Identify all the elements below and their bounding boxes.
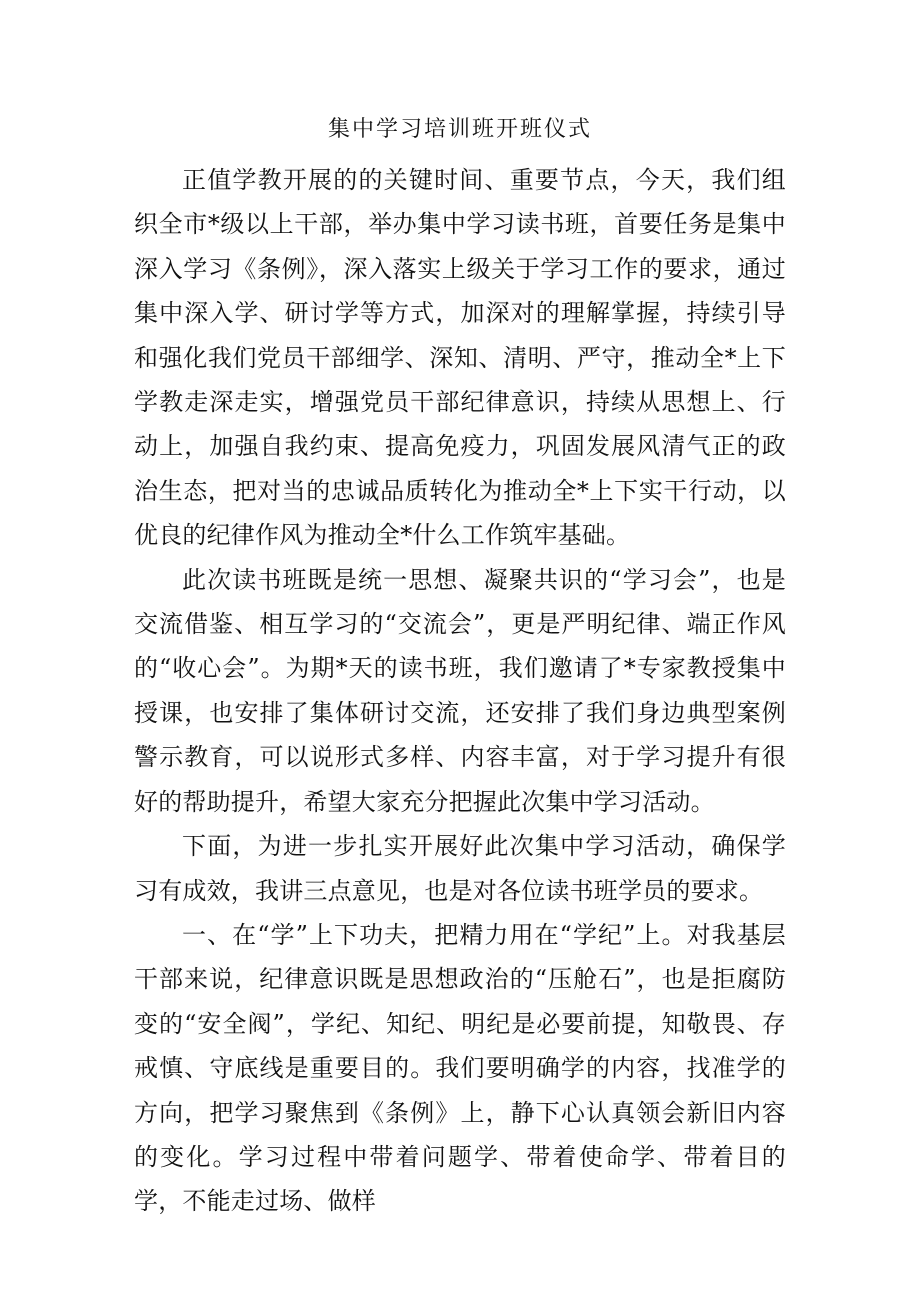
paragraph-point-one: 一、在“学”上下功夫，把精力用在“学纪”上。对我基层干部来说，纪律意识既是思想政治的“压舱石”，也是拒腐防变的“安全阀”，学纪、知纪、明纪是必要前提，知敬畏、存戒慎、守底线是重要目的。我们要明确学的内容，找准学的方向，把学习聚焦到《条例》上，静下心认真领会新旧内容的变化。学习过程中带着问题学、带着使命学、带着目的学，不能走过场、做样 [134, 920, 786, 1216]
document-body [134, 158, 786, 1224]
paragraph-reading-class: 此次读书班既是统一思想、凝聚共识的“学习会”，也是交流借鉴、相互学习的“交流会”，更是严明纪律、端正作风的“收心会”。为期*天的读书班，我们邀请了*专家教授集中授课，也安排了集体研讨交流，还安排了我们身边典型案例警示教育，可以说形式多样、内容丰富，对于学习提升有很好的帮助提升，希望大家充分把握此次集中学习活动。 [134, 565, 786, 816]
paragraph-three-points: 下面，为进一步扎实开展好此次集中学习活动，确保学习有成效，我讲三点意见，也是对各位读书班学员的要求。 [134, 832, 786, 905]
paragraph-opening: 正值学教开展的的关键时间、重要节点，今天，我们组织全市*级以上干部，举办集中学习读书班，首要任务是集中深入学习《条例》，深入落实上级关于学习工作的要求，通过集中深入学、研讨学等方式，加深对的理解掌握，持续引导和强化我们党员干部细学、深知、清明、严守，推动全*上下学教走深走实，增强党员干部纪律意识，持续从思想上、行动上，加强自我约束、提高免疫力，巩固发展风清气正的政治生态，把对当的忠诚品质转化为推动全*上下实干行动，以优良的纪律作风为推动全*什么工作筑牢基础。 [134, 166, 786, 550]
document-title: 集中学习培训班开班仪式 [327, 117, 592, 142]
